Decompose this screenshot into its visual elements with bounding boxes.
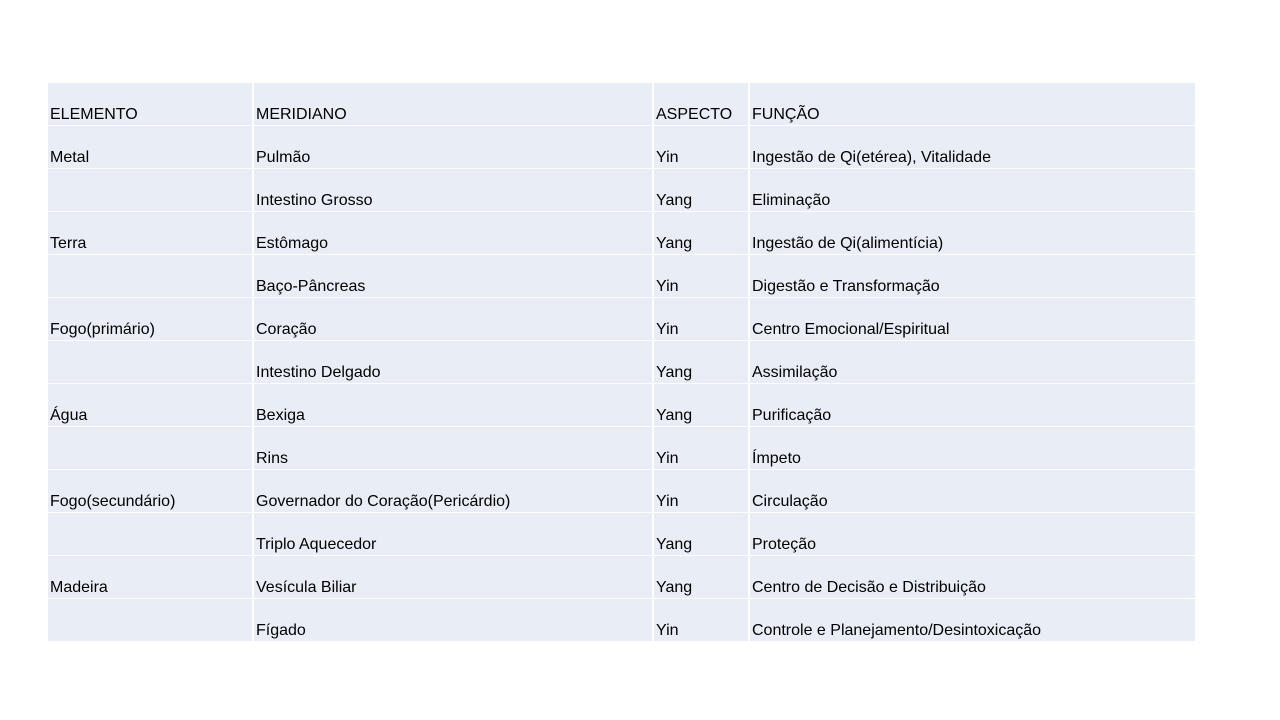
table-row [48,556,1195,599]
cell-elemento: Madeira [48,556,253,599]
cell-meridiano: Baço-Pâncreas [253,255,653,298]
table-row [48,298,1195,341]
cell-aspecto: Yang [653,513,749,556]
cell-aspecto: Yin [653,470,749,513]
cell-aspecto: Yin [653,255,749,298]
table-row [48,341,1195,384]
cell-meridiano: Pulmão [253,126,653,169]
cell-meridiano: Bexiga [253,384,653,427]
table-row [48,212,1195,255]
cell-funcao: Purificação [749,384,1195,427]
cell-meridiano: Intestino Delgado [253,341,653,384]
cell-funcao: Eliminação [749,169,1195,212]
cell-meridiano: Estômago [253,212,653,255]
cell-elemento [48,513,253,556]
cell-elemento: Água [48,384,253,427]
cell-funcao: Circulação [749,470,1195,513]
cell-aspecto: Yang [653,169,749,212]
table-row [48,126,1195,169]
table-row [48,513,1195,556]
cell-funcao: Ímpeto [749,427,1195,470]
header-funcao: FUNÇÃO [749,83,1195,126]
cell-meridiano: Rins [253,427,653,470]
cell-funcao: Assimilação [749,341,1195,384]
cell-meridiano: Triplo Aquecedor [253,513,653,556]
cell-aspecto: Yin [653,427,749,470]
cell-meridiano: Fígado [253,599,653,642]
cell-elemento: Terra [48,212,253,255]
meridian-table [48,83,1195,642]
cell-aspecto: Yang [653,384,749,427]
cell-funcao: Centro de Decisão e Distribuição [749,556,1195,599]
cell-aspecto: Yin [653,599,749,642]
cell-funcao: Ingestão de Qi(alimentícia) [749,212,1195,255]
cell-funcao: Proteção [749,513,1195,556]
cell-aspecto: Yin [653,126,749,169]
cell-funcao: Centro Emocional/Espiritual [749,298,1195,341]
header-aspecto: ASPECTO [653,83,749,126]
cell-aspecto: Yang [653,212,749,255]
cell-meridiano: Vesícula Biliar [253,556,653,599]
cell-funcao: Digestão e Transformação [749,255,1195,298]
cell-meridiano: Intestino Grosso [253,169,653,212]
table-row [48,470,1195,513]
cell-elemento: Fogo(secundário) [48,470,253,513]
cell-elemento [48,169,253,212]
cell-meridiano: Governador do Coração(Pericárdio) [253,470,653,513]
cell-funcao: Ingestão de Qi(etérea), Vitalidade [749,126,1195,169]
header-meridiano: MERIDIANO [253,83,653,126]
table-row [48,384,1195,427]
cell-elemento: Fogo(primário) [48,298,253,341]
cell-meridiano: Coração [253,298,653,341]
cell-funcao: Controle e Planejamento/Desintoxicação [749,599,1195,642]
cell-elemento [48,427,253,470]
table-row [48,599,1195,642]
cell-aspecto: Yang [653,341,749,384]
cell-elemento [48,255,253,298]
cell-elemento [48,341,253,384]
header-elemento: ELEMENTO [48,83,253,126]
cell-aspecto: Yin [653,298,749,341]
cell-elemento [48,599,253,642]
table-row [48,255,1195,298]
table-row [48,427,1195,470]
cell-elemento: Metal [48,126,253,169]
table-header-row [48,83,1195,126]
table-row [48,169,1195,212]
cell-aspecto: Yang [653,556,749,599]
